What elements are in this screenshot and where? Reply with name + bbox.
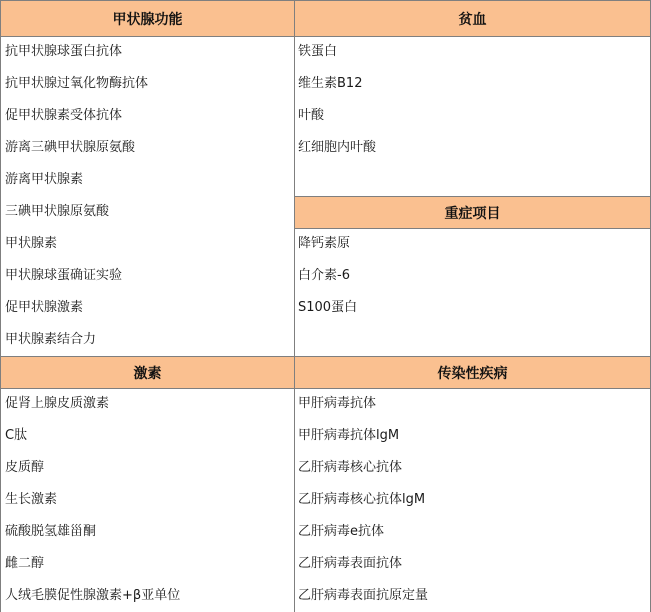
list-item: 促甲状腺素受体抗体 [5,108,123,123]
list-item: 降钙素原 [298,236,351,251]
list-item: 三碘甲状腺原氨酸 [5,204,110,219]
grid-line [294,0,295,612]
list-item: 人绒毛膜促性腺激素+β亚单位 [5,588,181,603]
list-item: 乙肝病毒核心抗体lgM [298,492,426,507]
grid-line [0,0,651,1]
header-critical [295,197,650,228]
list-item: 乙肝病毒表面抗原定量 [298,588,429,603]
list-item: 甲肝病毒抗体lgM [298,428,400,443]
header-anemia-label: 贫血 [458,11,487,28]
header-thyroid [1,1,294,36]
grid-line [294,196,651,197]
list-item: 红细胞内叶酸 [298,140,377,155]
header-hormone-label: 激素 [133,365,162,382]
list-item: 乙肝病毒表面抗体 [298,556,403,571]
list-item: 维生素B12 [298,76,363,91]
list-item: S100蛋白 [298,300,358,315]
header-thyroid-label: 甲状腺功能 [112,11,183,28]
list-item: 抗甲状腺过氧化物酶抗体 [5,76,149,91]
list-item: 促甲状腺激素 [5,300,84,315]
list-item: 甲状腺球蛋确证实验 [5,268,123,283]
header-infectious-label: 传染性疾病 [437,365,508,382]
list-item: 硫酸脱氢雄甾酮 [5,524,97,539]
grid-line [0,388,651,389]
list-item: 雌二醇 [5,556,45,571]
header-anemia [295,1,650,36]
header-critical-label: 重症项目 [444,205,501,222]
list-item: 促肾上腺皮质激素 [5,396,110,411]
list-item: 白介素-6 [298,268,350,283]
list-item: 铁蛋白 [298,44,338,59]
list-item: 生长激素 [5,492,58,507]
list-item: 皮质醇 [5,460,45,475]
header-hormone [1,357,294,388]
list-item: 乙肝病毒e抗体 [298,524,384,539]
grid-line [294,228,651,229]
grid-line [0,36,651,37]
header-infectious [295,357,650,388]
list-item: 乙肝病毒核心抗体 [298,460,403,475]
list-item: 甲状腺素结合力 [5,332,97,347]
list-item: 游离三碘甲状腺原氨酸 [5,140,136,155]
list-item: 甲肝病毒抗体 [298,396,377,411]
list-item: 甲状腺素 [5,236,58,251]
list-item: 叶酸 [298,108,325,123]
list-item: 游离甲状腺素 [5,172,84,187]
list-item: C肽 [5,428,28,443]
grid-line [0,0,1,612]
list-item: 抗甲状腺球蛋白抗体 [5,44,123,59]
grid-line [0,356,651,357]
